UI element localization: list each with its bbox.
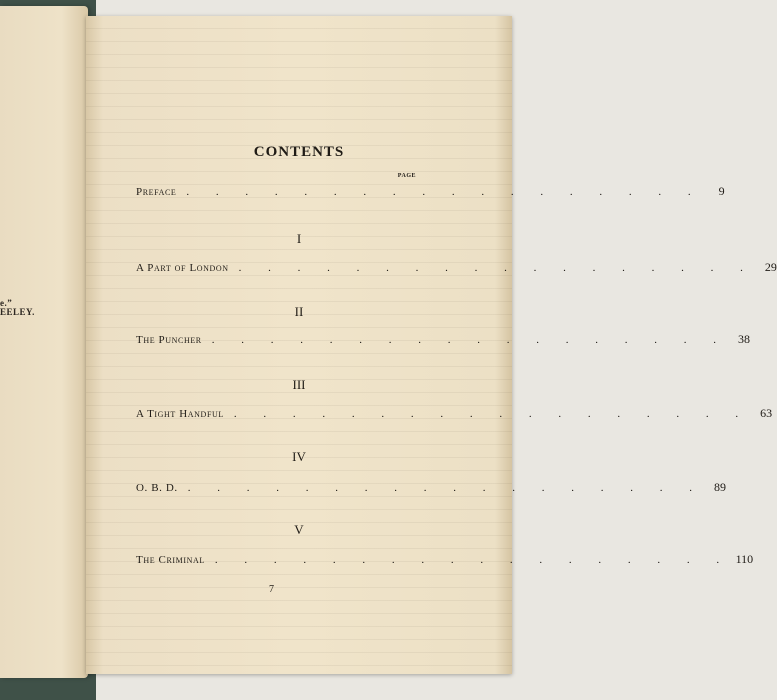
page-column-label: PAGE <box>397 173 416 179</box>
toc-entry-page: 9 <box>718 184 725 198</box>
left-page <box>0 6 88 678</box>
toc-entry-title: The Puncher <box>136 334 202 346</box>
toc-entry-title: Preface <box>136 186 177 198</box>
dot-leader: . . . . . . . . . . . . . . . . . . <box>233 408 751 420</box>
dot-leader: . . . . . . . . . . . . . . . . . . <box>214 554 732 566</box>
toc-entry-title: The Criminal <box>136 554 205 566</box>
part-numeral: II <box>294 304 304 319</box>
part-numeral: IV <box>292 449 306 464</box>
toc-entry <box>136 332 750 348</box>
toc-entry <box>136 406 773 422</box>
dot-leader: . . . . . . . . . . . . . . . . . . <box>211 334 728 346</box>
contents-page <box>86 16 777 674</box>
part-numeral: I <box>296 231 302 246</box>
toc-entry-page: 29 <box>764 260 777 274</box>
page-folio-number: 7 <box>269 584 274 595</box>
toc-entry <box>136 552 754 568</box>
dot-leader: . . . . . . . . . . . . . . . . . . <box>186 186 703 198</box>
toc-entry-preface <box>136 184 725 200</box>
contents-heading: CONTENTS <box>253 144 345 160</box>
toc-entry-page: 89 <box>714 480 727 494</box>
part-numeral: III <box>292 377 306 392</box>
toc-entry-page: 63 <box>760 406 773 420</box>
toc-entry <box>136 480 727 496</box>
toc-entry-title: A Part of London <box>136 262 229 274</box>
toc-entry-title: A Tight Handful <box>136 408 224 420</box>
left-page-fragment: e.” <box>0 298 13 308</box>
left-page-fragment: EELEY. <box>0 307 35 317</box>
dot-leader: . . . . . . . . . . . . . . . . . . <box>187 482 705 494</box>
toc-entry-page: 38 <box>738 332 750 346</box>
part-numeral: V <box>294 522 304 537</box>
toc-entry-title: O. B. D. <box>136 482 178 494</box>
toc-entry <box>136 260 777 276</box>
dot-leader: . . . . . . . . . . . . . . . . . . <box>238 262 755 274</box>
toc-entry-page: 110 <box>735 552 754 566</box>
